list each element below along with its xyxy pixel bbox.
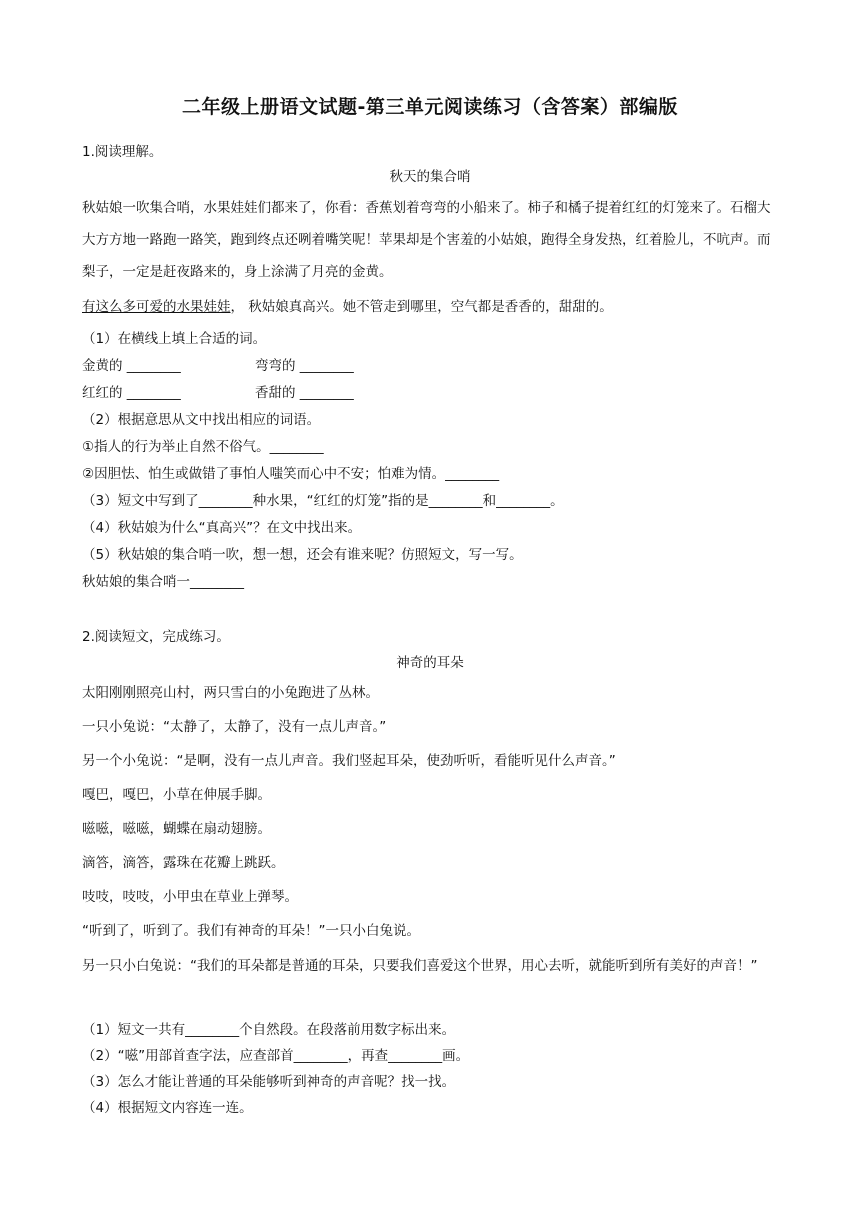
- document-title: 二年级上册语文试题-第三单元阅读练习（含答案）部编版: [182, 96, 678, 118]
- q1-paragraph-2-rest: ， 秋姑娘真高兴。她不管走到哪里，空气都是香香的，甜甜的。: [230, 299, 613, 315]
- q1-story-title: 秋天的集合哨: [389, 169, 471, 185]
- q2-line-4: 嘎巴，嘎巴，小草在伸展手脚。: [82, 787, 271, 803]
- q1-paragraph-2: [82, 298, 613, 316]
- q1-sub-1: （1）在横线上填上合适的词。: [82, 331, 267, 347]
- q1-paragraph-2-underlined: 有这么多可爱的水果娃娃: [82, 299, 231, 315]
- q1-word-4: 香甜的 ________: [255, 385, 354, 401]
- q1-paragraph-1: 秋姑娘一吹集合哨，水果娃娃们都来了，你看：香蕉划着弯弯的小船来了。柿子和橘子提着红红的灯笼来了。石榴大大方方地一路跑一路笑，跑到终点还咧着嘴笑呢！苹果却是个害羞的小姑娘，跑得全身发热，红着脸儿，不吭声。而梨子，一定是赶夜路来的，身上涂满了月亮的金黄。: [82, 200, 771, 280]
- q2-line-8: “听到了，听到了。我们有神奇的耳朵！”一只小白兔说。: [82, 923, 420, 939]
- q2-line-6: 滴答，滴答，露珠在花瓣上跳跃。: [82, 855, 285, 871]
- q2-story-title: 神奇的耳朵: [396, 655, 464, 671]
- q2-sub-3: （3）怎么才能让普通的耳朵能够听到神奇的声音呢？找一找。: [82, 1074, 456, 1090]
- q2-sub-2: （2）“嗞”用部首查字法，应查部首________，再查________画。: [82, 1048, 470, 1064]
- q2-line-1: 太阳刚刚照亮山村，两只雪白的小兔跑进了丛林。: [82, 685, 379, 701]
- q1-word-2: 弯弯的 ________: [255, 358, 354, 374]
- q2-line-7: 吱吱，吱吱，小甲虫在草业上弹琴。: [82, 889, 298, 905]
- q2-last-paragraph: 另一只小白兔说：“我们的耳朵都是普通的耳朵，只要我们喜爱这个世界，用心去听，就能听到所有美好的声音！”: [82, 958, 758, 974]
- q1-label: 1.阅读理解。: [82, 144, 163, 160]
- q1-sub-2b: ②因胆怯、怕生或做错了事怕人嗤笑而心中不安；怕难为情。________: [82, 466, 500, 482]
- q1-word-3: 红红的 ________: [82, 385, 181, 401]
- q1-sub-4: （4）秋姑娘为什么“真高兴”？在文中找出来。: [82, 520, 362, 536]
- q2-sub-1: （1）短文一共有________个自然段。在段落前用数字标出来。: [82, 1022, 456, 1038]
- q1-word-1: 金黄的 ________: [82, 358, 181, 374]
- q2-line-5: 嗞嗞，嗞嗞，蝴蝶在扇动翅膀。: [82, 821, 271, 837]
- q1-sub-2: （2）根据意思从文中找出相应的词语。: [82, 412, 321, 428]
- q1-sub-2a: ①指人的行为举止自然不俗气。________: [82, 439, 324, 455]
- q1-sub-3: （3）短文中写到了________种水果，“红红的灯笼”指的是________和________。: [82, 493, 564, 509]
- q2-label: 2.阅读短文，完成练习。: [82, 629, 230, 645]
- q1-sub-5: （5）秋姑娘的集合哨一吹，想一想，还会有谁来呢？仿照短文，写一写。: [82, 547, 523, 563]
- q2-line-3: 另一个小兔说：“是啊，没有一点儿声音。我们竖起耳朵，使劲听听，看能听见什么声音。”: [82, 753, 616, 769]
- q2-line-2: 一只小兔说：“太静了，太静了，没有一点儿声音。”: [82, 719, 387, 735]
- q2-sub-4: （4）根据短文内容连一连。: [82, 1100, 253, 1116]
- q1-sub-5a: 秋姑娘的集合哨一________: [82, 574, 244, 590]
